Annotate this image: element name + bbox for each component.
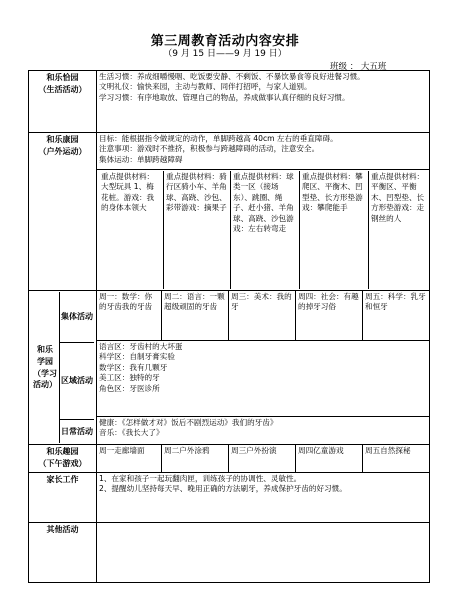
health-col-1: 重点提供材料：大型玩具 1、梅花桩。游戏：我的身体本领大 <box>99 171 164 289</box>
health-group-text: 集体运动：单脚跨越障碍 <box>99 154 183 164</box>
page-title: 第三周教育活动内容安排 <box>150 34 300 49</box>
health-goal-row <box>29 133 430 170</box>
health-goal-text: 目标：能根据指令做规定的动作，单脚跨越高 40cm 左右的垂直障碍。 <box>99 134 338 143</box>
group-day-1: 周一：数学：你的牙齿我的牙齿 <box>97 291 162 341</box>
health-col-4: 重点提供材料：攀爬区、平衡木、凹型垫、长方形垫游戏：攀爬能手 <box>300 171 369 289</box>
fun-day-5: 周五自然探秘 <box>363 445 430 473</box>
learning-label-cell <box>29 291 97 445</box>
area-line: 美工区：独特的牙 <box>99 373 160 383</box>
other-content <box>97 523 430 583</box>
family-line: 2、提醒幼儿坚持每天早、晚用正确的方法刷牙，养成保护牙齿的好习惯。 <box>99 484 347 494</box>
daily-activities <box>97 417 430 445</box>
health-col-5: 重点提供材料：平衡区、平衡木、凹型垫、长方形垫游戏：走钢丝的人 <box>371 172 425 223</box>
life-line: 生活习惯：养成细嚼慢咽、吃饭要安静、不剩饭、不暴饮暴食等良好进餐习惯。 <box>99 72 365 81</box>
daily-line: 健康：《怎样做才对》饭后不剧烈运动》我们的牙齿》 <box>99 418 278 427</box>
other-label: 其他活动 <box>29 523 97 583</box>
fun-day-2: 周二户外涂鸦 <box>162 445 229 473</box>
class-label: 班级 ： 大五班 <box>330 62 387 72</box>
group-activity-label: 集体活动 <box>60 292 94 343</box>
life-line: 学习习惯：有序地取放、管理自己的物品，养成做事认真仔细的良好习惯。 <box>99 92 350 102</box>
health-col-3: 重点提供材料：球类一区（接场东）、跳圈、绳子、赶小猪、羊角球、高跷、沙包游戏：左右转弯走 <box>231 171 300 289</box>
family-content <box>97 473 430 523</box>
life-content <box>97 71 430 133</box>
daily-activity-label: 日常活动 <box>61 426 93 436</box>
area-line: 数学区：我有几颗牙 <box>99 362 168 372</box>
group-day-2: 周二：语言：一颗超级顽固的牙齿 <box>162 291 229 341</box>
group-day-4: 周四：社会：有趣的掉牙习俗 <box>296 291 363 341</box>
family-label: 家长工作 <box>29 473 97 523</box>
life-label: 和乐恰园 （生活活动） <box>29 71 97 133</box>
health-label: 和乐康园 （户外运动） <box>29 133 97 291</box>
family-line: 1、在家和孩子一起玩翻肉匣，训练孩子的协调性、灵敏性。 <box>99 474 302 483</box>
schedule-table <box>28 70 430 583</box>
life-row <box>29 71 430 133</box>
area-activity-label: 区域活动 <box>60 343 94 420</box>
fun-label: 和乐趣园 （下午游戏） <box>29 445 97 473</box>
daily-line: 音乐：《我长大了》 <box>99 428 164 438</box>
fun-day-1: 周一走廊墙面 <box>97 445 162 473</box>
learning-group-row <box>29 291 430 341</box>
health-col-2: 重点提供材料：骑行区骑小车、羊角球、高跷、沙包、彩带游戏：摘果子 <box>164 171 231 289</box>
area-line: 语言区：牙齿村的大坏蛋 <box>99 342 183 351</box>
life-line: 文明礼仪：愉快来园，主动与教师、同伴打招呼，与家人道别。 <box>99 82 312 92</box>
group-day-3: 周三：美术：我的牙 <box>229 291 296 341</box>
fun-row <box>29 445 430 473</box>
fun-day-3: 周三户外扮演 <box>229 445 296 473</box>
health-goal <box>97 133 430 170</box>
fun-day-4: 周四亿童游戏 <box>296 445 363 473</box>
learning-label: 和乐 学园 （学习活动） <box>31 292 60 443</box>
area-line: 角色区：牙医诊所 <box>99 383 160 393</box>
health-note-text: 注意事项：游戏时不推挤，积极参与跨越障碍的活动，注意安全。 <box>99 144 320 154</box>
health-materials <box>97 170 430 291</box>
other-row <box>29 523 430 583</box>
date-range: （9 月 15 日——9 月 19 日） <box>163 49 287 59</box>
group-day-5: 周五：科学：乳牙和恒牙 <box>363 291 430 341</box>
area-line: 科学区：自制牙膏实验 <box>99 352 175 362</box>
area-activities <box>97 341 430 417</box>
family-row <box>29 473 430 523</box>
